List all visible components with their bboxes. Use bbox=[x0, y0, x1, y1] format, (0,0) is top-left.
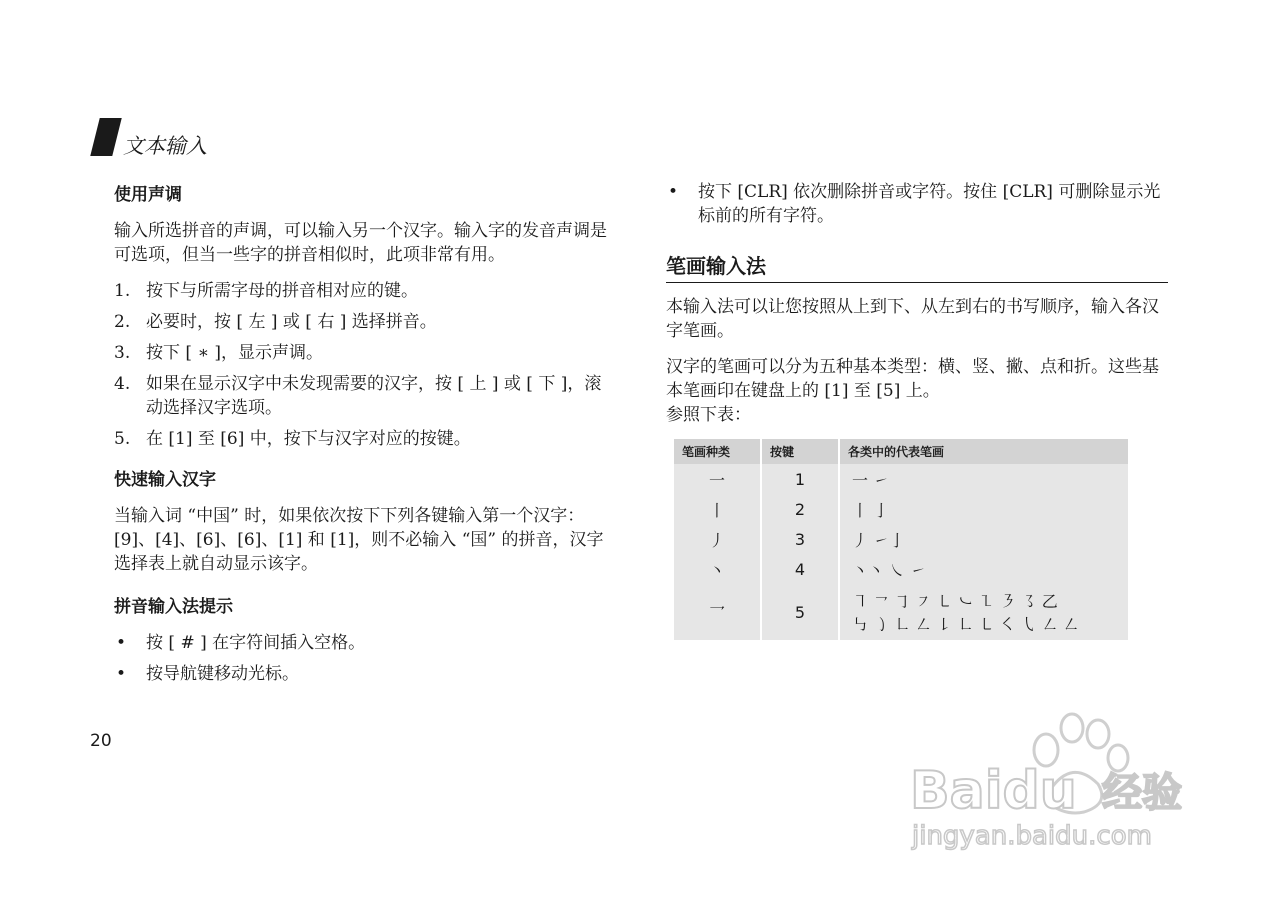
baidu-watermark-logo bbox=[900, 712, 1210, 862]
col-header-stroke-type: 笔画种类 bbox=[674, 439, 760, 464]
step-item bbox=[114, 279, 614, 303]
see-table-text: 参照下表： bbox=[666, 405, 751, 425]
step-item bbox=[114, 310, 614, 334]
table-row bbox=[674, 584, 1128, 640]
tip-item bbox=[114, 662, 614, 686]
step-item bbox=[114, 427, 614, 451]
step-item bbox=[114, 341, 614, 365]
rep-line: ㇕ ㇖ ㇆ ㇇ ㇄ ㇃ ㇅ ㇋ ㇌ 乙 bbox=[852, 592, 1058, 611]
stroke-cell: 乛 bbox=[674, 584, 760, 640]
stroke-input-heading: 笔画输入法 bbox=[666, 250, 1168, 283]
step-item bbox=[114, 372, 614, 420]
step-number: 2. bbox=[114, 312, 131, 332]
watermark-url: jingyan.baidu.com bbox=[912, 821, 1152, 851]
step-text: 在 [1] 至 [6] 中，按下与汉字对应的按键。 bbox=[146, 429, 471, 449]
key-cell: 4 bbox=[762, 554, 838, 584]
step-number: 5. bbox=[114, 429, 131, 449]
col-header-representative: 各类中的代表笔画 bbox=[840, 439, 1128, 464]
page-number: 20 bbox=[90, 731, 112, 751]
step-text: 按下与所需字母的拼音相对应的键。 bbox=[146, 281, 418, 301]
rep-cell: 丨 亅 bbox=[840, 494, 1128, 524]
table-row bbox=[674, 524, 1128, 554]
key-cell: 2 bbox=[762, 494, 838, 524]
section-marker-bar bbox=[90, 118, 121, 156]
stroke-table bbox=[672, 439, 1130, 640]
tip-item bbox=[666, 180, 1168, 228]
table-row bbox=[674, 494, 1128, 524]
key-cell: 3 bbox=[762, 524, 838, 554]
quick-input-text: 当输入词 “中国” 时，如果依次按下下列各键输入第一个汉字：[9]、[4]、[6]、[6]、[1] 和 [1]，则不必输入 “国” 的拼音，汉字选择表上就自动显示该字。 bbox=[114, 506, 604, 574]
bullet-icon: • bbox=[116, 633, 127, 653]
stroke-cell: 丿 bbox=[674, 524, 760, 554]
step-number: 1. bbox=[114, 281, 131, 301]
step-text: 如果在显示汉字中未发现需要的汉字，按 [ 上 ] 或 [ 下 ]，滚动选择汉字选项。 bbox=[146, 374, 602, 418]
bullet-icon: • bbox=[668, 182, 679, 202]
stroke-cell: 一 bbox=[674, 464, 760, 494]
tip-text: 按 [ # ] 在字符间插入空格。 bbox=[146, 633, 366, 653]
left-column bbox=[114, 180, 614, 696]
step-number: 4. bbox=[114, 374, 131, 394]
stroke-cell: 丨 bbox=[674, 494, 760, 524]
tip-item bbox=[114, 631, 614, 655]
stroke-types-text: 汉字的笔画可以分为五种基本类型：横、竖、撇、点和折。这些基本笔画印在键盘上的 [1] 至 [5] 上。 bbox=[666, 357, 1159, 401]
rep-cell: 丿 ㇀亅 bbox=[840, 524, 1128, 554]
clr-tip-list bbox=[666, 180, 1168, 228]
tones-heading: 使用声调 bbox=[114, 185, 182, 205]
key-cell: 1 bbox=[762, 464, 838, 494]
pinyin-tips-heading: 拼音输入法提示 bbox=[114, 597, 233, 617]
table-row bbox=[674, 464, 1128, 494]
table-row bbox=[674, 554, 1128, 584]
tones-intro: 输入所选拼音的声调，可以输入另一个汉字。输入字的发音声调是可选项，但当一些字的拼音相似时，此项非常有用。 bbox=[114, 221, 607, 265]
pinyin-tips-list bbox=[114, 631, 614, 686]
rep-cell bbox=[840, 584, 1128, 640]
col-header-key: 按键 bbox=[762, 439, 838, 464]
clr-tip-text: 按下 [CLR] 依次删除拼音或字符。按住 [CLR] 可删除显示光标前的所有字符。 bbox=[698, 182, 1161, 226]
section-title: 文本输入 bbox=[123, 134, 207, 158]
rep-line: ㇉ ㇁ ㇗ ㇜ ㇙ ㇗ ㇄ ㇛ ㇂ ㇜ ㇜ bbox=[852, 615, 1079, 634]
rep-cell: 一 ㇀ bbox=[840, 464, 1128, 494]
tones-steps bbox=[114, 279, 614, 451]
stroke-cell: 丶 bbox=[674, 554, 760, 584]
right-column bbox=[666, 180, 1168, 640]
tip-text: 按导航键移动光标。 bbox=[146, 664, 299, 684]
key-cell: 5 bbox=[762, 584, 838, 640]
quick-input-heading: 快速输入汉字 bbox=[114, 470, 216, 490]
stroke-intro: 本输入法可以让您按照从上到下、从左到右的书写顺序，输入各汉字笔画。 bbox=[666, 297, 1159, 341]
rep-cell: 丶丶 ㇏ ㇀ bbox=[840, 554, 1128, 584]
step-text: 按下 [ ∗ ]，显示声调。 bbox=[146, 343, 324, 363]
watermark-brand: Baidu bbox=[910, 761, 1077, 821]
watermark-brand-cn: 经验 bbox=[1102, 770, 1182, 816]
step-text: 必要时，按 [ 左 ] 或 [ 右 ] 选择拼音。 bbox=[146, 312, 437, 332]
step-number: 3. bbox=[114, 343, 131, 363]
bullet-icon: • bbox=[116, 664, 127, 684]
